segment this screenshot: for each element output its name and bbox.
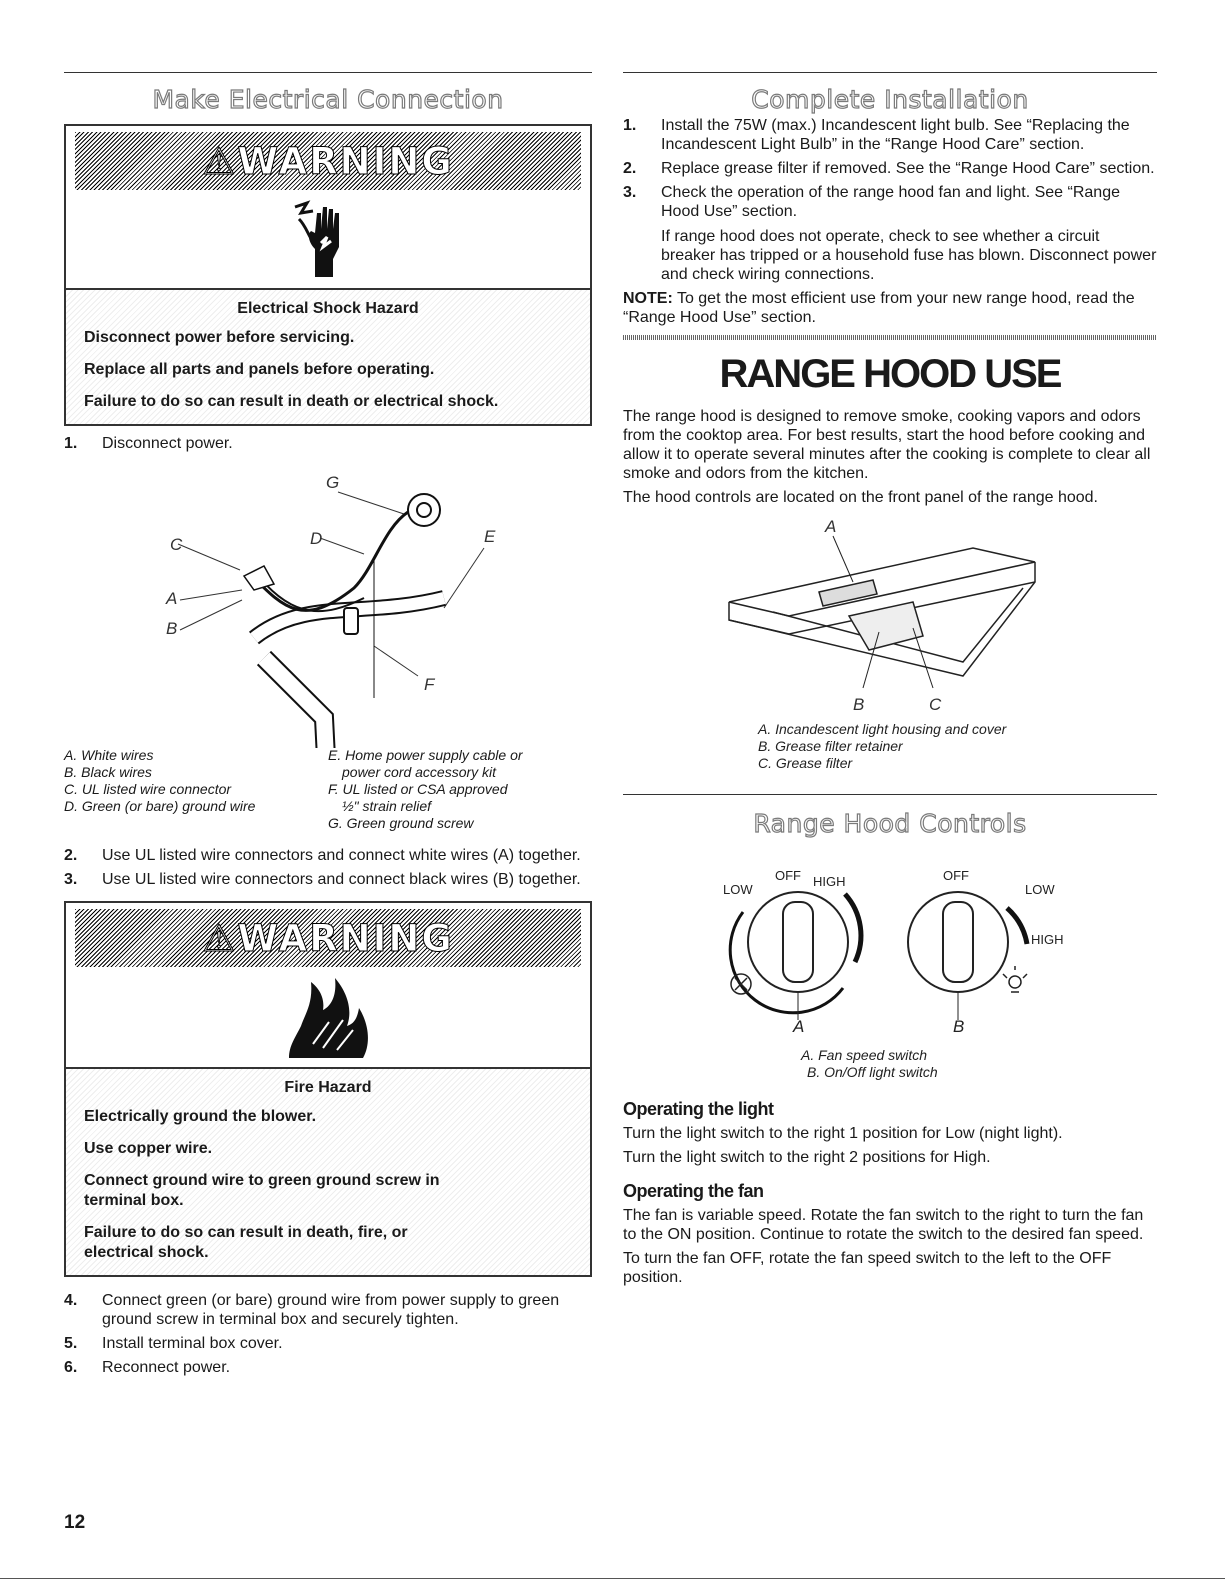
step-item: 3. Use UL listed wire connectors and connect black wires (B) together. [64,871,581,888]
light-bulb-icon [1009,976,1021,988]
svg-text:A: A [793,1017,805,1032]
warning-line: Disconnect power before servicing. [84,329,355,346]
hazard-title: Electrical Shock Hazard [237,300,419,317]
svg-text:C: C [929,695,942,712]
page-heading: RANGE HOOD USE [719,352,1061,396]
intro-paragraph: The range hood is designed to remove smoke, cooking vapors and odors from the cooktop area. For best results, start the hood before cooking and allow it to operate several minutes after the cooking is complete to clear all smoke and odors from the kitchen. [623,408,1151,482]
controls-legend: A. Fan speed switch B. On/Off light switch [801,1047,938,1080]
svg-text:HIGH: HIGH [1031,932,1064,947]
wiring-legend: A. White wires B. Black wires C. UL listed wire connector D. Green (or bare) ground wire E. Home power supply cable or power cord accessory kit F. UL listed or CSA approved ½" strain relief G. Green ground screw [64,747,523,831]
body-paragraph: The fan is variable speed. Rotate the fan switch to the right to turn the fan to the ON position. Continue to rotate the switch to the desired fan speed. [623,1207,1144,1243]
wiring-diagram [64,458,592,748]
warning-line: Failure to do so can result in death or electrical shock. [84,393,499,410]
electric-hand-icon [293,199,363,279]
svg-text:F: F [424,675,435,694]
svg-text:B: B [953,1017,965,1032]
section-rule [623,72,1157,73]
controls-diagram [623,842,1157,1032]
section-rule [623,794,1157,795]
svg-text:OFF: OFF [775,868,801,883]
hazard-title: Fire Hazard [284,1079,372,1096]
note-paragraph: NOTE: To get the most efficient use from your new range hood, read the “Range Hood Use” section. [623,290,1135,326]
section-title-complete: Complete Installation [751,85,1029,114]
svg-text:LOW: LOW [723,882,753,897]
svg-text:G: G [326,473,340,492]
right-column [623,72,1157,1292]
warning-banner: ⚠WARNING [75,132,581,190]
steps-list [64,1291,592,1377]
warning-box-electrical [64,124,592,426]
fan-speed-dial [723,868,861,1032]
heading-operating-fan: Operating the fan [623,1181,764,1201]
step-item: 1. Disconnect power. [64,435,233,452]
steps-list [623,116,1157,284]
svg-text:A: A [825,517,837,536]
svg-text:E: E [484,527,496,546]
step-item: 5. Install terminal box cover. [64,1335,283,1352]
warning-banner: ⚠WARNING [75,909,581,967]
steps-list [64,434,592,453]
svg-text:B: B [853,695,865,712]
section-rule [64,72,592,73]
steps-list [64,846,592,889]
step-item: 1. Install the 75W (max.) Incandescent light bulb. See “Replacing the Incandescent Light Bulb” in the “Range Hood Care” section. [623,117,1130,153]
step-item: 2. Use UL listed wire connectors and connect white wires (A) together. [64,847,581,864]
warning-line: Electrically ground the blower. [84,1108,317,1125]
light-dial [908,868,1064,1032]
step-item: 2. Replace grease filter if removed. See the “Range Hood Care” section. [623,160,1155,177]
step-item: 6. Reconnect power. [64,1359,231,1376]
warning-line: Use copper wire. [84,1140,213,1157]
step-item: 3. Check the operation of the range hood fan and light. See “Range Hood Use” section. If range hood does not operate, check to see whether a circuit breaker has tripped or a household fuse has blown. Disconnect power and check wiring connections. [623,184,1157,283]
page-number: 12 [64,1512,86,1533]
svg-text:A: A [166,589,178,608]
warning-box-fire [64,901,592,1277]
body-paragraph: Turn the light switch to the right 2 positions for High. [623,1149,991,1166]
dotted-divider [623,335,1157,340]
body-paragraph: To turn the fan OFF, rotate the fan speed switch to the left to the OFF position. [623,1250,1112,1286]
svg-text:HIGH: HIGH [813,874,846,889]
heading-operating-light: Operating the light [623,1099,774,1119]
svg-text:OFF: OFF [943,868,969,883]
fire-icon [283,974,373,1060]
left-column [64,72,592,1382]
svg-text:LOW: LOW [1025,882,1055,897]
warning-line: Replace all parts and panels before operating. [84,361,435,378]
hood-legend: A. Incandescent light housing and cover B. Grease filter retainer C. Grease filter [758,721,1007,771]
body-paragraph: Turn the light switch to the right 1 position for Low (night light). [623,1125,1063,1142]
step-item: 4. Connect green (or bare) ground wire from power supply to green ground screw in terminal box and securely tighten. [64,1292,560,1328]
range-hood-diagram [623,512,1157,712]
section-title-controls: Range Hood Controls [753,809,1027,838]
svg-text:C: C [170,535,183,554]
bottom-rule [0,1578,1225,1579]
warning-line: Connect ground wire to green ground screw in terminal box. [84,1172,440,1209]
warning-line: Failure to do so can result in death, fire, or electrical shock. [84,1224,408,1261]
step-subtext: If range hood does not operate, check to see whether a circuit breaker has tripped or a household fuse has blown. Disconnect power and check wiring connections. [661,228,1157,283]
svg-text:B: B [166,619,178,638]
section-title-electrical: Make Electrical Connection [152,85,504,114]
svg-text:D: D [310,529,323,548]
intro-paragraph: The hood controls are located on the front panel of the range hood. [623,489,1098,506]
